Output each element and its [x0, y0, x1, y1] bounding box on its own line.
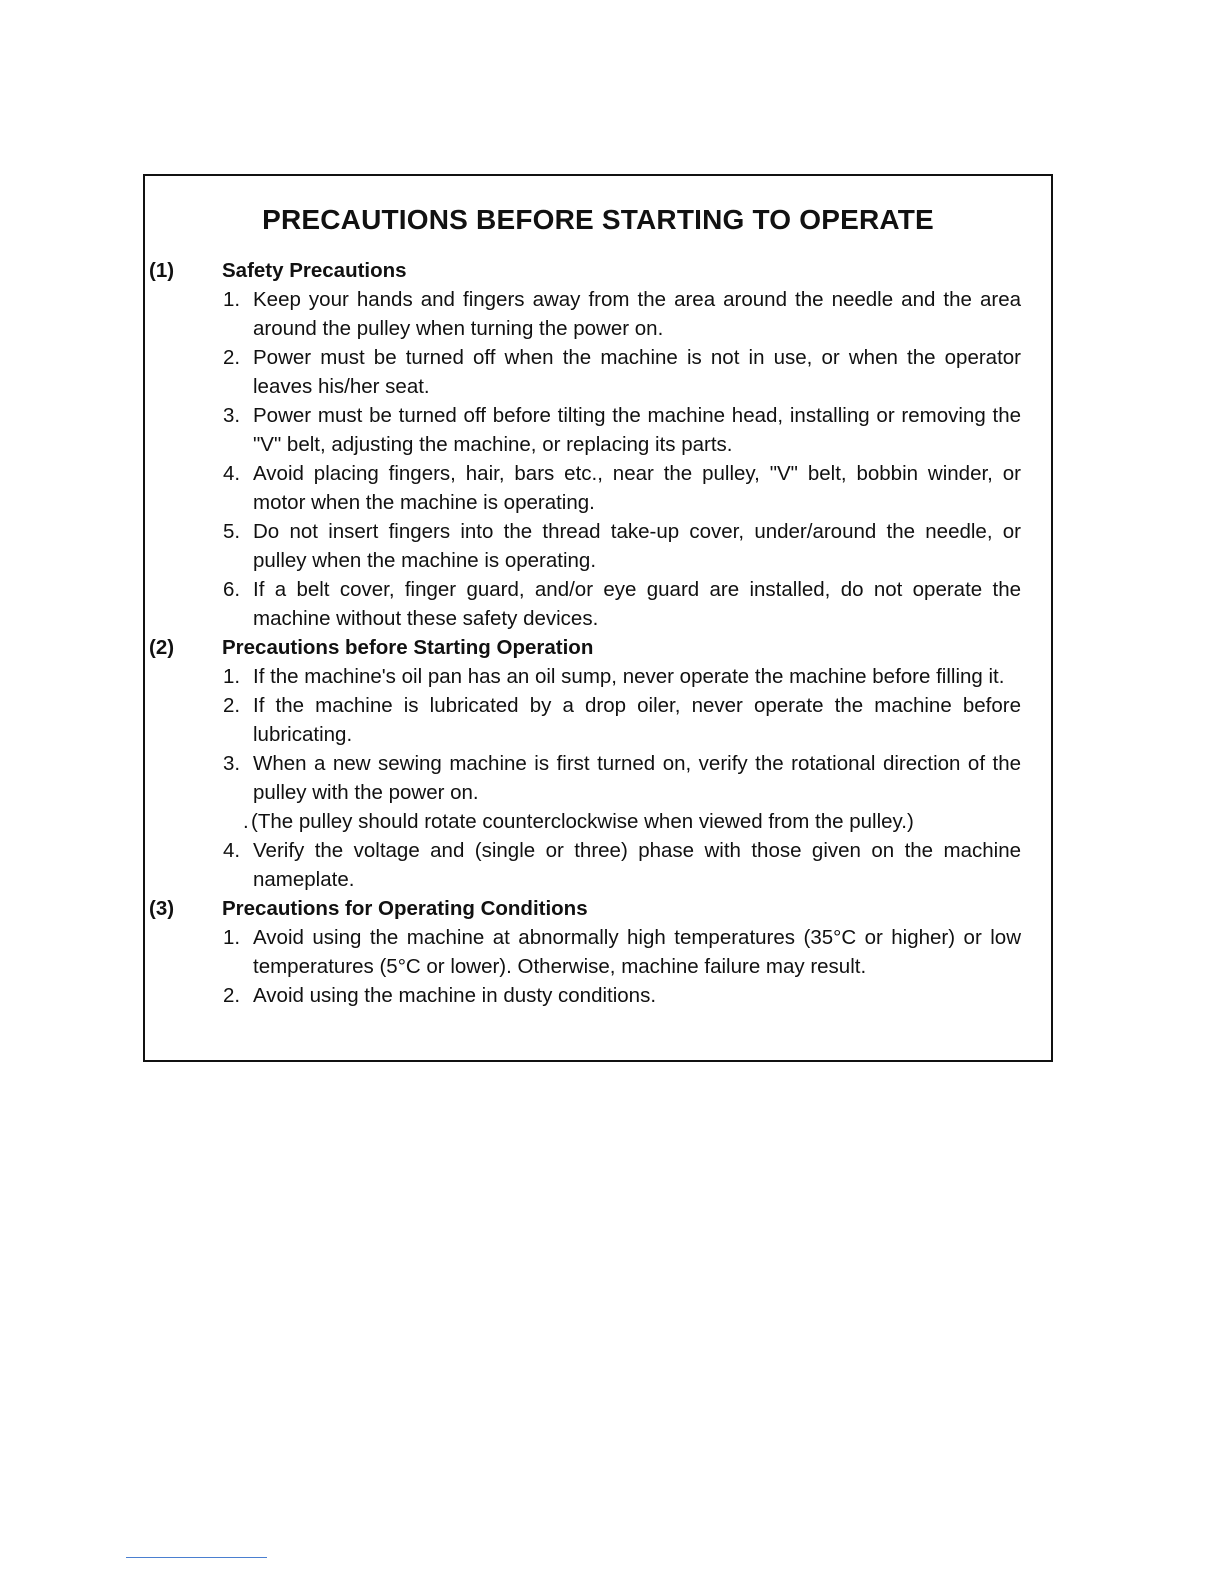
item-text: Power must be turned off before tilting the machine head, installing or removing the "V" belt, adjusting the machine, or replacing its parts.	[253, 404, 1021, 456]
note-mark: .	[243, 810, 249, 833]
item-number: 6.	[223, 578, 241, 601]
section-number: (1)	[149, 259, 175, 282]
section-heading-operating-conditions	[145, 894, 1051, 923]
section-title: Precautions for Operating Conditions	[222, 897, 588, 920]
item-text: Keep your hands and fingers away from the area around the needle and the area around the pulley when turning the power on.	[253, 288, 1021, 340]
precautions-content	[145, 256, 1051, 1010]
item-number: 4.	[223, 839, 241, 862]
list-item	[145, 836, 1051, 894]
item-number: 3.	[223, 404, 241, 427]
item-number: 2.	[223, 346, 241, 369]
item-text: Avoid using the machine at abnormally high temperatures (35°C or higher) or low temperatures (5°C or lower). Otherwise, machine failure may result.	[253, 926, 1021, 978]
item-number: 2.	[223, 984, 241, 1007]
section-title: Precautions before Starting Operation	[222, 636, 594, 659]
item-text: Power must be turned off when the machine is not in use, or when the operator leaves his/her seat.	[253, 346, 1021, 398]
list-item	[145, 749, 1051, 807]
item-number: 2.	[223, 694, 241, 717]
item-text: When a new sewing machine is first turned on, verify the rotational direction of the pulley with the power on.	[253, 752, 1021, 804]
section-number: (3)	[149, 897, 175, 920]
item-number: 3.	[223, 752, 241, 775]
list-item	[145, 923, 1051, 981]
list-item	[145, 981, 1051, 1010]
section-heading-before-operation	[145, 633, 1051, 662]
item-text: Do not insert fingers into the thread take-up cover, under/around the needle, or pulley when the machine is operating.	[253, 520, 1021, 572]
item-number: 1.	[223, 288, 241, 311]
list-item	[145, 575, 1051, 633]
page-title: PRECAUTIONS BEFORE STARTING TO OPERATE	[262, 204, 934, 235]
section-title: Safety Precautions	[222, 259, 407, 282]
footer-divider	[126, 1557, 267, 1558]
note-text: (The pulley should rotate counterclockwise when viewed from the pulley.)	[251, 810, 914, 833]
list-item	[145, 401, 1051, 459]
pulley-rotation-note	[145, 807, 1051, 836]
item-text: If the machine is lubricated by a drop oiler, never operate the machine before lubricating.	[253, 694, 1021, 746]
list-item	[145, 517, 1051, 575]
item-number: 4.	[223, 462, 241, 485]
item-number: 5.	[223, 520, 241, 543]
item-text: Avoid placing fingers, hair, bars etc., near the pulley, "V" belt, bobbin winder, or motor when the machine is operating.	[253, 462, 1021, 514]
precautions-box	[143, 174, 1053, 1062]
list-item	[145, 691, 1051, 749]
item-text: Verify the voltage and (single or three) phase with those given on the machine nameplate.	[253, 839, 1021, 891]
item-text: If the machine's oil pan has an oil sump, never operate the machine before filling it.	[253, 665, 1005, 688]
item-number: 1.	[223, 926, 241, 949]
list-item	[145, 459, 1051, 517]
item-text: Avoid using the machine in dusty conditions.	[253, 984, 657, 1007]
section-number: (2)	[149, 636, 175, 659]
item-text: If a belt cover, finger guard, and/or eye guard are installed, do not operate the machine without these safety devices.	[253, 578, 1021, 630]
list-item	[145, 662, 1051, 691]
list-item	[145, 285, 1051, 343]
section-heading-safety	[145, 256, 1051, 285]
list-item	[145, 343, 1051, 401]
item-number: 1.	[223, 665, 241, 688]
